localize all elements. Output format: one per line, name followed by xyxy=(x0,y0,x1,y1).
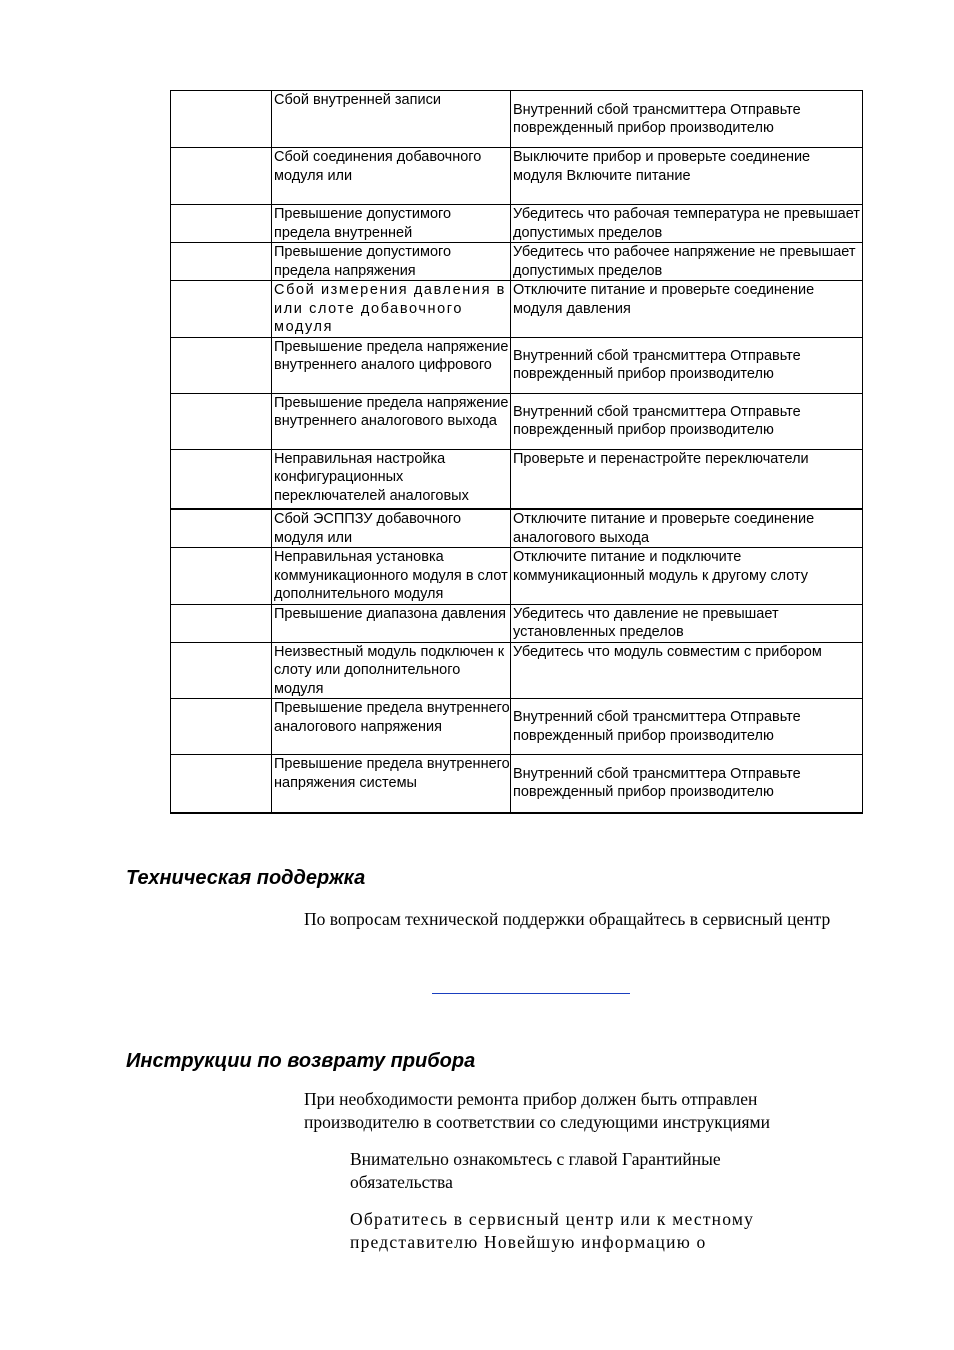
code-cell xyxy=(171,205,272,243)
code-cell xyxy=(171,148,272,205)
error-action: Отключите питание и проверьте соединение модуля давления xyxy=(511,281,863,338)
error-table xyxy=(170,90,863,814)
returns-intro: При необходимости ремонта прибор должен быть отправлен производителю в соответствии со следующими инструкциями xyxy=(304,1089,770,1132)
error-action: Внутренний сбой трансмиттера Отправьте поврежденный прибор производителю xyxy=(511,755,863,813)
code-cell xyxy=(171,393,272,449)
error-description: Сбой соединения добавочного модуля или xyxy=(272,148,511,205)
code-cell xyxy=(171,699,272,755)
error-action: Отключите питание и проверьте соединение аналогового выхода xyxy=(511,509,863,548)
error-description: Неправильная установка коммуникационного модуля в слот дополнительного модуля xyxy=(272,548,511,605)
error-description: Превышение диапазона давления xyxy=(272,604,511,642)
table-row xyxy=(171,337,863,393)
error-action: Убедитесь что рабочее напряжение не превышает допустимых пределов xyxy=(511,243,863,281)
code-cell xyxy=(171,243,272,281)
error-action: Внутренний сбой трансмиттера Отправьте поврежденный прибор производителю xyxy=(511,91,863,148)
error-description: Превышение предела внутреннего аналогового напряжения xyxy=(272,699,511,755)
contact-link[interactable] xyxy=(432,993,630,994)
table-row xyxy=(171,449,863,509)
code-cell xyxy=(171,604,272,642)
error-description: Неизвестный модуль подключен к слоту или дополнительного модуля xyxy=(272,642,511,699)
returns-heading: Инструкции по возврату прибора xyxy=(126,1050,476,1072)
table-row xyxy=(171,281,863,338)
error-action: Внутренний сбой трансмиттера Отправьте поврежденный прибор производителю xyxy=(511,393,863,449)
table-row xyxy=(171,509,863,548)
table-row xyxy=(171,604,863,642)
code-cell xyxy=(171,755,272,813)
returns-step-1: Внимательно ознакомьтесь с главой Гарантийные обязательства xyxy=(350,1149,721,1192)
code-cell xyxy=(171,548,272,605)
error-action: Выключите прибор и проверьте соединение модуля Включите питание xyxy=(511,148,863,205)
table-row xyxy=(171,91,863,148)
error-description: Превышение предела напряжение внутреннего аналого цифрового xyxy=(272,337,511,393)
table-row xyxy=(171,205,863,243)
table-row xyxy=(171,642,863,699)
code-cell xyxy=(171,281,272,338)
code-cell xyxy=(171,509,272,548)
code-cell xyxy=(171,337,272,393)
error-description: Сбой измерения давления в или слоте добавочного модуля xyxy=(272,281,511,338)
code-cell xyxy=(171,449,272,509)
error-action: Внутренний сбой трансмиттера Отправьте поврежденный прибор производителю xyxy=(511,699,863,755)
error-action: Убедитесь что рабочая температура не превышает допустимых пределов xyxy=(511,205,863,243)
table-row xyxy=(171,755,863,813)
table-row xyxy=(171,243,863,281)
table-row xyxy=(171,148,863,205)
error-description: Сбой внутренней записи xyxy=(272,91,511,148)
error-description: Превышение допустимого предела напряжения xyxy=(272,243,511,281)
error-description: Превышение предела напряжение внутреннего аналогового выхода xyxy=(272,393,511,449)
support-text: По вопросам технической поддержки обращайтесь в сервисный центр xyxy=(304,909,831,929)
error-action: Убедитесь что давление не превышает установленных пределов xyxy=(511,604,863,642)
error-action: Отключите питание и подключите коммуникационный модуль к другому слоту xyxy=(511,548,863,605)
error-description: Неправильная настройка конфигурационных переключателей аналоговых xyxy=(272,449,511,509)
error-description: Превышение допустимого предела внутренней xyxy=(272,205,511,243)
table-row xyxy=(171,699,863,755)
error-description: Превышение предела внутреннего напряжения системы xyxy=(272,755,511,813)
error-action: Убедитесь что модуль совместим с прибором xyxy=(511,642,863,699)
error-description: Сбой ЭСППЗУ добавочного модуля или xyxy=(272,509,511,548)
error-action: Проверьте и перенастройте переключатели xyxy=(511,449,863,509)
code-cell xyxy=(171,91,272,148)
error-action: Внутренний сбой трансмиттера Отправьте поврежденный прибор производителю xyxy=(511,337,863,393)
table-row xyxy=(171,393,863,449)
table-row xyxy=(171,548,863,605)
returns-step-2: Обратитесь в сервисный центр или к местному представителю Новейшую информацию о xyxy=(350,1209,755,1252)
support-heading: Техническая поддержка xyxy=(126,867,366,889)
code-cell xyxy=(171,642,272,699)
